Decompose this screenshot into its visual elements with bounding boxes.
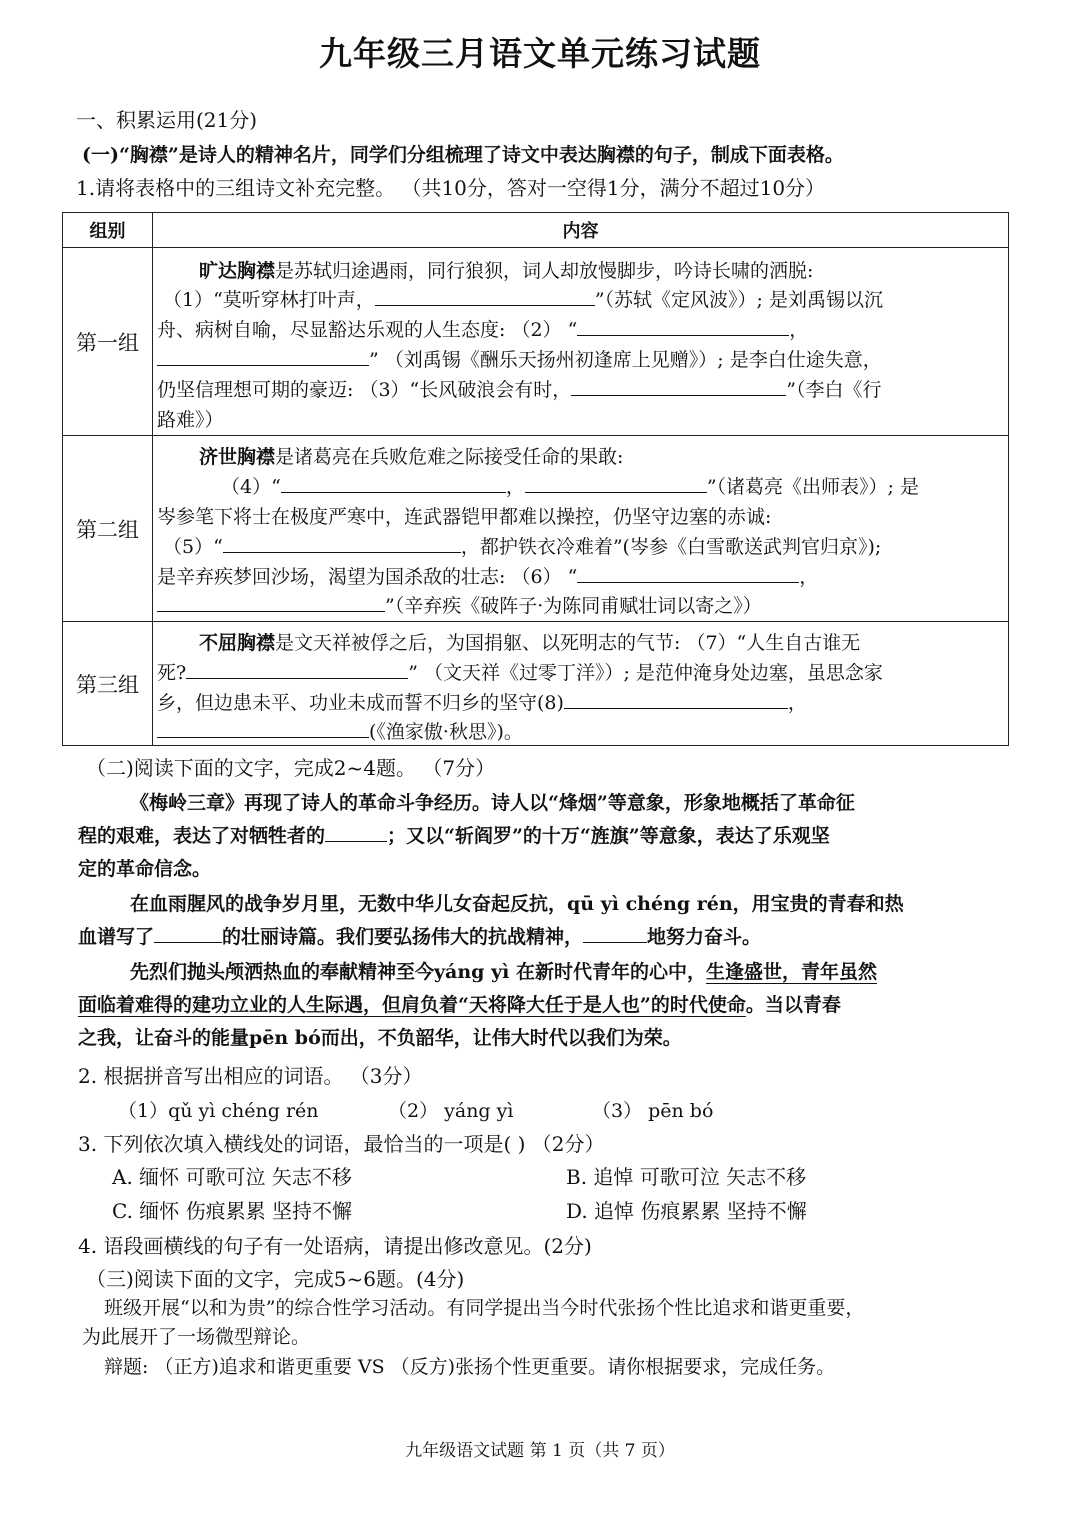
content-line: 济世胸襟是诸葛亮在兵败危难之际接受任命的果敢: — [199, 446, 624, 468]
section1-heading: 一、积累运用(21分) — [76, 108, 258, 132]
part1-intro: (一)“胸襟”是诗人的精神名片，同学们分组梳理了诗文中表达胸襟的句子，制成下面表格。 — [82, 144, 844, 166]
content-line: 路难》） — [157, 409, 224, 431]
answer-blank[interactable] — [157, 347, 369, 366]
group-name: 第二组 — [63, 436, 153, 622]
q2-item: （2） yáng yì — [388, 1100, 514, 1122]
answer-blank[interactable] — [583, 924, 647, 943]
content-line: 不屈胸襟是文天祥被俘之后，为国捐躯、以死明志的气节: （7）“人生自古谁无 — [199, 632, 861, 654]
part2-paragraph: 先烈们抛头颅洒热血的奉献精神至今yáng yì 在新时代青年的心中，生逢盛世，青年虽然 — [130, 961, 877, 983]
group-name: 第三组 — [63, 622, 153, 746]
q3-option-c[interactable]: C. 缅怀 伤痕累累 坚持不懈 — [112, 1199, 353, 1223]
content-line: (《渔家傲·秋思》)。 — [157, 717, 523, 744]
answer-blank[interactable] — [325, 823, 387, 842]
content-line: ”（辛弃疾《破阵子·为陈同甫赋壮词以寄之》） — [157, 591, 762, 618]
group-content — [153, 248, 1009, 436]
answer-blank[interactable] — [571, 377, 786, 396]
answer-blank[interactable] — [375, 287, 595, 306]
col-header-group: 组别 — [63, 213, 153, 248]
content-line: 旷达胸襟是苏轼归途遇雨，同行狼狈，词人却放慢脚步，吟诗长啸的洒脱: — [199, 260, 814, 282]
part3-paragraph: 班级开展“以和为贵”的综合性学习活动。有同学提出当今时代张扬个性比追求和谐更重要， — [104, 1297, 865, 1319]
answer-blank[interactable] — [577, 317, 789, 336]
content-line: 岑参笔下将士在极度严寒中，连武器铠甲都难以操控，仍坚守边塞的赤诚: — [157, 506, 772, 528]
content-line: （4）“ ， ”（诸葛亮《出师表》）; 是 — [221, 476, 919, 498]
part3-paragraph: 为此展开了一场微型辩论。 — [82, 1326, 311, 1348]
answer-blank[interactable] — [525, 474, 707, 493]
content-line: （1）“莫听穿林打叶声， ”（苏轼《定风波》）; 是刘禹锡以沉 — [163, 289, 883, 311]
answer-blank[interactable] — [577, 564, 799, 583]
answer-blank[interactable] — [157, 719, 369, 738]
q3-option-a[interactable]: A. 缅怀 可歌可泣 矢志不移 — [112, 1165, 352, 1189]
answer-blank[interactable] — [154, 924, 222, 943]
part2-paragraph: 血谱写了 的壮丽诗篇。我们要弘扬伟大的抗战精神， 地努力奋斗。 — [78, 926, 762, 948]
underlined-sentence: 生逢盛世，青年虽然 — [705, 961, 877, 983]
content-line: 乡，但边患未平、功业未成而誓不归乡的坚守(8) ， — [157, 692, 807, 714]
part2-paragraph: 定的革命信念。 — [78, 858, 212, 880]
group-content — [153, 622, 1009, 746]
part3-paragraph: 辩题: （正方)追求和谐更重要 VS （反方)张扬个性更重要。请你根据要求，完成任务。 — [104, 1356, 836, 1378]
underlined-sentence: 面临着难得的建功立业的人生际遇，但肩负着“天将降大任于是人也”的时代使命 — [78, 994, 746, 1016]
poetry-table — [62, 212, 1009, 746]
answer-blank[interactable] — [157, 593, 385, 612]
page-footer: 九年级语文试题 第 1 页（共 7 页） — [405, 1441, 675, 1461]
answer-blank[interactable] — [186, 660, 408, 679]
part2-paragraph: 程的艰难，表达了对牺牲者的 ；又以“斩阎罗”的十万“旌旗”等意象，表达了乐观坚 — [78, 825, 830, 847]
q3-option-d[interactable]: D. 追悼 伤痕累累 坚持不懈 — [566, 1199, 807, 1223]
group-name: 第一组 — [63, 248, 153, 436]
q2-item: （1）qǔ yì chéng rén — [118, 1100, 319, 1122]
content-line: （5）“ ，都护铁衣冷难着”(岑参《白雪歌送武判官归京》); — [163, 536, 882, 558]
question-1: 1.请将表格中的三组诗文补充完整。 （共10分，答对一空得1分，满分不超过10分） — [76, 176, 826, 200]
content-line: 舟、病树自喻，尽显豁达乐观的人生态度: （2） “ ， — [157, 319, 809, 341]
part2-paragraph: 面临着难得的建功立业的人生际遇，但肩负着“天将降大任于是人也”的时代使命。当以青春 — [78, 994, 841, 1016]
question-3: 3. 下列依次填入横线处的词语，最恰当的一项是( ) （2分） — [78, 1132, 605, 1156]
part2-paragraph: 在血雨腥风的战争岁月里，无数中华儿女奋起反抗，qū yì chéng rén，用宝贵的青春和热 — [130, 893, 904, 915]
part2-paragraph: 《梅岭三章》再现了诗人的革命斗争经历。诗人以“烽烟”等意象，形象地概括了革命征 — [130, 792, 855, 814]
question-4: 4. 语段画横线的句子有一处语病，请提出修改意见。(2分) — [78, 1234, 592, 1258]
question-2: 2. 根据拼音写出相应的词语。 （3分） — [78, 1064, 423, 1088]
answer-blank[interactable] — [281, 474, 506, 493]
part2-heading: （二)阅读下面的文字，完成2~4题。 （7分） — [86, 756, 496, 780]
part2-paragraph: 之我，让奋斗的能量pēn bó而出，不负韶华，让伟大时代以我们为荣。 — [78, 1027, 682, 1049]
answer-blank[interactable] — [564, 690, 788, 709]
group-content — [153, 436, 1009, 622]
content-line: 死? ” （文天祥《过零丁洋》）; 是范仲淹身处边塞，虽思念家 — [157, 662, 883, 684]
content-line: 是辛弃疾梦回沙场，渴望为国杀敌的壮志: （6） “ ， — [157, 566, 819, 588]
col-header-content: 内容 — [153, 213, 1009, 248]
content-line: ” （刘禹锡《酬乐天扬州初逢席上见赠》）; 是李白仕途失意， — [157, 345, 882, 372]
content-line: 仍坚信理想可期的豪迈: （3）“长风破浪会有时， ”（李白《行 — [157, 379, 882, 401]
q2-item: （3） pēn bó — [592, 1100, 714, 1122]
answer-blank[interactable] — [223, 534, 461, 553]
page-title: 九年级三月语文单元练习试题 — [319, 34, 761, 73]
part3-heading: （三)阅读下面的文字，完成5~6题。(4分) — [86, 1267, 465, 1291]
q3-option-b[interactable]: B. 追悼 可歌可泣 矢志不移 — [566, 1165, 807, 1189]
